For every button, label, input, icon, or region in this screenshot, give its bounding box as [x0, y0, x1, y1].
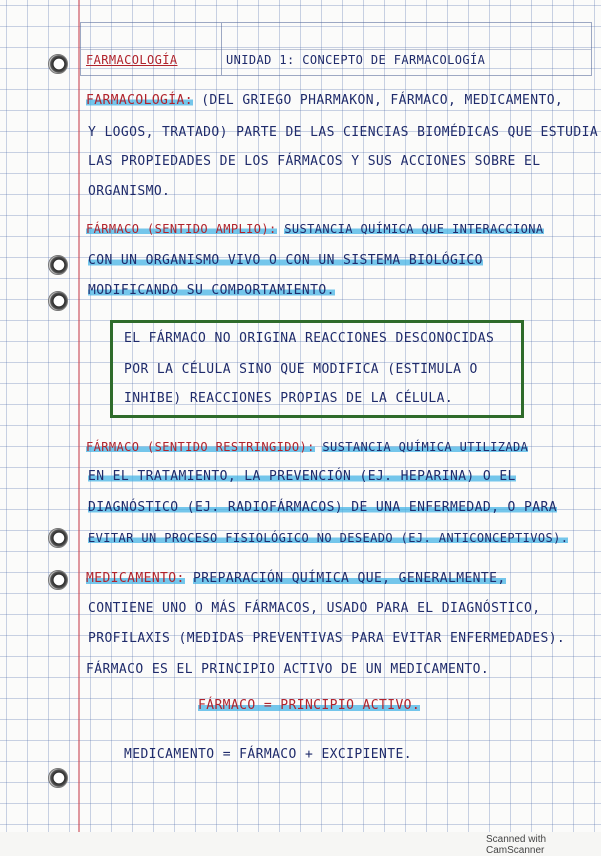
note-line2: POR LA CÉLULA SINO QUE MODIFICA (ESTIMULA O	[124, 362, 478, 377]
farmacologia-line2: Y LOGOS, TRATADO) PARTE DE LAS CIENCIAS BIOMÉDICAS QUE ESTUDIA	[88, 125, 599, 140]
farmaco-restringido-line2: EN EL TRATAMIENTO, LA PREVENCIÓN (EJ. HEPARINA) O EL	[88, 469, 516, 484]
medicamento-line3: PROFILAXIS (MEDIDAS PREVENTIVAS PARA EVITAR ENFERMEDADES).	[88, 631, 566, 646]
medicamento-term: MEDICAMENTO:	[86, 571, 185, 586]
note-line3: INHIBE) REACCIONES PROPIAS DE LA CÉLULA.	[124, 391, 454, 406]
farmaco-amplio-line3: MODIFICANDO SU COMPORTAMIENTO.	[88, 283, 335, 298]
farmacologia-line3: LAS PROPIEDADES DE LOS FÁRMACOS Y SUS ACCIONES SOBRE EL	[88, 154, 541, 169]
scanner-watermark: Scanned with CamScanner	[486, 834, 547, 856]
farmaco-amplio-line2: CON UN ORGANISMO VIVO O CON UN SISTEMA BIOLÓGICO	[88, 253, 483, 268]
medicamento-line2: CONTIENE UNO O MÁS FÁRMACOS, USADO PARA EL DIAGNÓSTICO,	[88, 601, 541, 616]
farmaco-restringido-line3: DIAGNÓSTICO (EJ. RADIOFÁRMACOS) DE UNA ENFERMEDAD, O PARA	[88, 500, 557, 515]
medicamento-line4: FÁRMACO ES EL PRINCIPIO ACTIVO DE UN MEDICAMENTO.	[86, 662, 490, 677]
farmacologia-line1: FARMACOLOGÍA: (DEL GRIEGO PHARMAKON, FÁRMACO, MEDICAMENTO,	[86, 93, 564, 108]
binder-hole-icon	[48, 291, 68, 311]
farmacologia-line4: ORGANISMO.	[88, 184, 171, 199]
binder-hole-icon	[48, 570, 68, 590]
subject-title: FARMACOLOGÍA	[86, 53, 178, 67]
medicamento-line1: MEDICAMENTO: PREPARACIÓN QUÍMICA QUE, GENERALMENTE,	[86, 571, 506, 586]
formula-medicamento: MEDICAMENTO = FÁRMACO + EXCIPIENTE.	[124, 747, 412, 762]
farmaco-amplio-line1: FÁRMACO (SENTIDO AMPLIO): SUSTANCIA QUÍMICA QUE INTERACCIONA	[86, 222, 544, 236]
farmaco-restringido-line1: FÁRMACO (SENTIDO RESTRINGIDO): SUSTANCIA QUÍMICA UTILIZADA	[86, 440, 529, 454]
farmaco-restringido-term: FÁRMACO (SENTIDO RESTRINGIDO):	[86, 440, 315, 454]
farmacologia-term: FARMACOLOGÍA:	[86, 93, 193, 108]
binder-hole-icon	[48, 768, 68, 788]
binder-hole-icon	[48, 528, 68, 548]
binder-hole-icon	[48, 54, 68, 74]
farmaco-restringido-line4: EVITAR UN PROCESO FISIOLÓGICO NO DESEADO (EJ. ANTICONCEPTIVOS).	[88, 531, 569, 545]
unit-title: UNIDAD 1: CONCEPTO DE FARMACOLOGÍA	[226, 53, 486, 67]
margin-line	[78, 0, 80, 832]
note-line1: EL FÁRMACO NO ORIGINA REACCIONES DESCONOCIDAS	[124, 331, 495, 346]
farmaco-amplio-term: FÁRMACO (SENTIDO AMPLIO):	[86, 222, 277, 236]
formula-principio-activo: FÁRMACO = PRINCIPIO ACTIVO.	[198, 698, 421, 713]
binder-hole-icon	[48, 255, 68, 275]
